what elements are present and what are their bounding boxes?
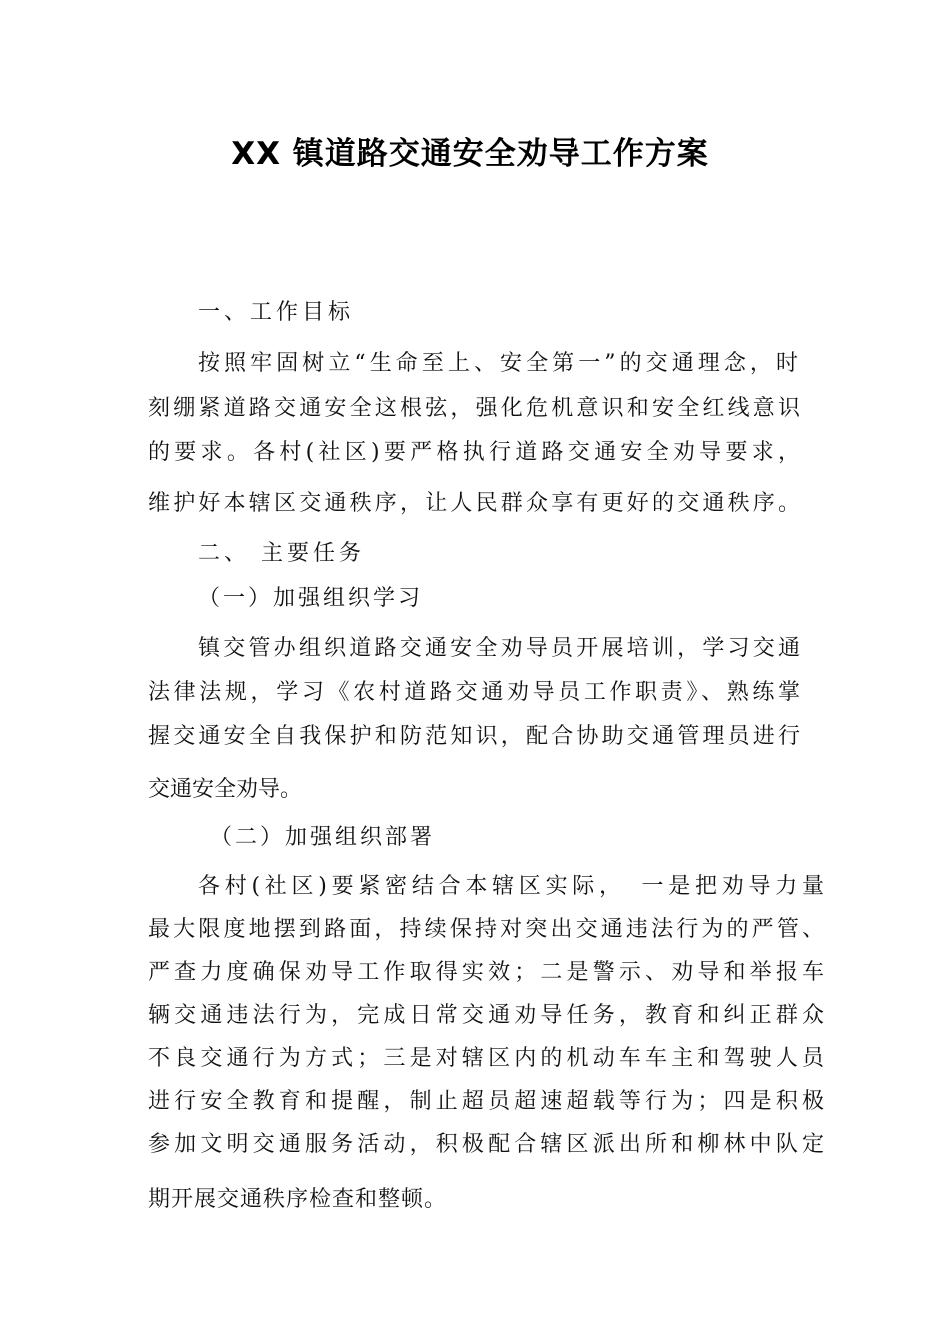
paragraph-line: 严查力度确保劝导工作取得实效；二是警示、劝导和举报车: [148, 960, 824, 985]
paragraph-line: 参加文明交通服务活动，积极配合辖区派出所和柳林中队定: [148, 1132, 824, 1157]
paragraph-line: 的要求。各村(社区)要严格执行道路交通安全劝导要求，: [148, 440, 800, 465]
document-title: XX 镇道路交通安全劝导工作方案: [231, 136, 709, 172]
subheading-study: （一）加强组织学习: [198, 586, 424, 611]
paragraph-line: 交通安全劝导。: [148, 777, 303, 802]
paragraph-line: 不良交通行为方式；三是对辖区内的机动车车主和驾驶人员: [148, 1046, 824, 1071]
paragraph-line: 镇交管办组织道路交通安全劝导员开展培训，学习交通: [198, 636, 800, 661]
paragraph-line: 辆交通违法行为，完成日常交通劝导任务，教育和纠正群众: [148, 1003, 824, 1028]
paragraph-line: 各村(社区)要紧密结合本辖区实际， 一是把劝导力量: [198, 874, 824, 899]
paragraph-line: 期开展交通秩序检查和整顿。: [148, 1187, 448, 1212]
paragraph-line: 维护好本辖区交通秩序，让人民群众享有更好的交通秩序。: [148, 491, 800, 516]
paragraph-line: 进行安全教育和提醒，制止超员超速超载等行为；四是积极: [148, 1089, 824, 1114]
paragraph-line: 法律法规，学习《农村道路交通劝导员工作职责》、熟练掌: [148, 680, 800, 705]
subheading-deploy: （二）加强组织部署: [210, 825, 436, 850]
section-heading-goals: 一、工作目标: [198, 300, 355, 325]
paragraph-line: 握交通安全自我保护和防范知识，配合协助交通管理员进行: [148, 724, 800, 749]
section-heading-tasks: 二、 主要任务: [198, 541, 365, 566]
paragraph-line: 刻绷紧道路交通安全这根弦，强化危机意识和安全红线意识: [148, 396, 800, 421]
paragraph-line: 按照牢固树立“生命至上、安全第一”的交通理念，时: [198, 351, 800, 376]
paragraph-line: 最大限度地摆到路面，持续保持对突出交通违法行为的严管、: [148, 917, 824, 942]
